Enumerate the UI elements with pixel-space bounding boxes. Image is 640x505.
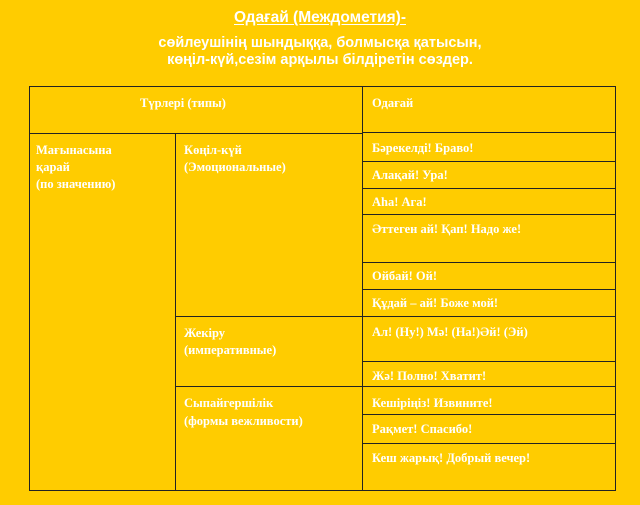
- divider-item: [362, 443, 616, 444]
- divider-item: [362, 361, 616, 362]
- divider-item: [362, 262, 616, 263]
- table-border-left: [29, 86, 30, 491]
- interjection-item: Бәрекелді! Браво!: [372, 141, 474, 155]
- interjection-item: Алақай! Ура!: [372, 168, 448, 182]
- interjection-item: Ал! (Ну!) Мә! (На!)Әй! (Эй): [372, 325, 528, 339]
- interjection-item: Кешіріңіз! Извините!: [372, 396, 493, 410]
- divider-item: [362, 214, 616, 215]
- definition-line-2: көңіл-күй,сезім арқылы білдіретін сөздер.: [167, 52, 473, 68]
- divider-item: [362, 188, 616, 189]
- table-border-bottom: [29, 490, 616, 491]
- definition-line-1: сөйлеушінің шындыққа, болмысқа қатысын,: [158, 35, 482, 51]
- divider-group-2-3: [175, 386, 616, 387]
- interjection-item: Жә! Полно! Хватит!: [372, 369, 487, 383]
- meaning-label-line1: Мағынасына: [36, 143, 112, 157]
- group-emotional-subtitle: (Эмоциональные): [184, 160, 286, 174]
- group-imperative-subtitle: (императивные): [184, 343, 277, 357]
- meaning-label-line2: қарай: [36, 160, 70, 174]
- interjection-item: Ойбай! Ой!: [372, 269, 438, 283]
- group-politeness-name: Сыпайгершілік: [184, 396, 274, 410]
- divider-item: [362, 161, 616, 162]
- meaning-label-line3: (по значению): [36, 177, 116, 191]
- interjection-item: Рақмет! Спасибо!: [372, 422, 473, 436]
- divider-group-1-2: [175, 316, 616, 317]
- divider-header-left: [29, 133, 363, 134]
- interjection-item: Кеш жарық! Добрый вечер!: [372, 451, 531, 465]
- interjection-item: Аһа! Ага!: [372, 195, 427, 209]
- header-types: Түрлері (типы): [140, 96, 226, 110]
- group-emotional-name: Көңіл-күй: [184, 143, 242, 157]
- page-title: Одағай (Междометия)-: [234, 9, 406, 26]
- table-border-top: [29, 86, 616, 87]
- interjection-item: Құдай – ай! Боже мой!: [372, 296, 499, 310]
- interjection-item: Әттеген ай! Қап! Надо же!: [372, 222, 522, 236]
- group-politeness-subtitle: (формы вежливости): [184, 414, 303, 428]
- group-imperative-name: Жекіру: [184, 326, 225, 340]
- divider-item: [362, 414, 616, 415]
- divider-meaning-group: [175, 133, 176, 491]
- divider-item: [362, 289, 616, 290]
- divider-header-right: [362, 132, 616, 133]
- header-interjection: Одағай: [372, 96, 414, 110]
